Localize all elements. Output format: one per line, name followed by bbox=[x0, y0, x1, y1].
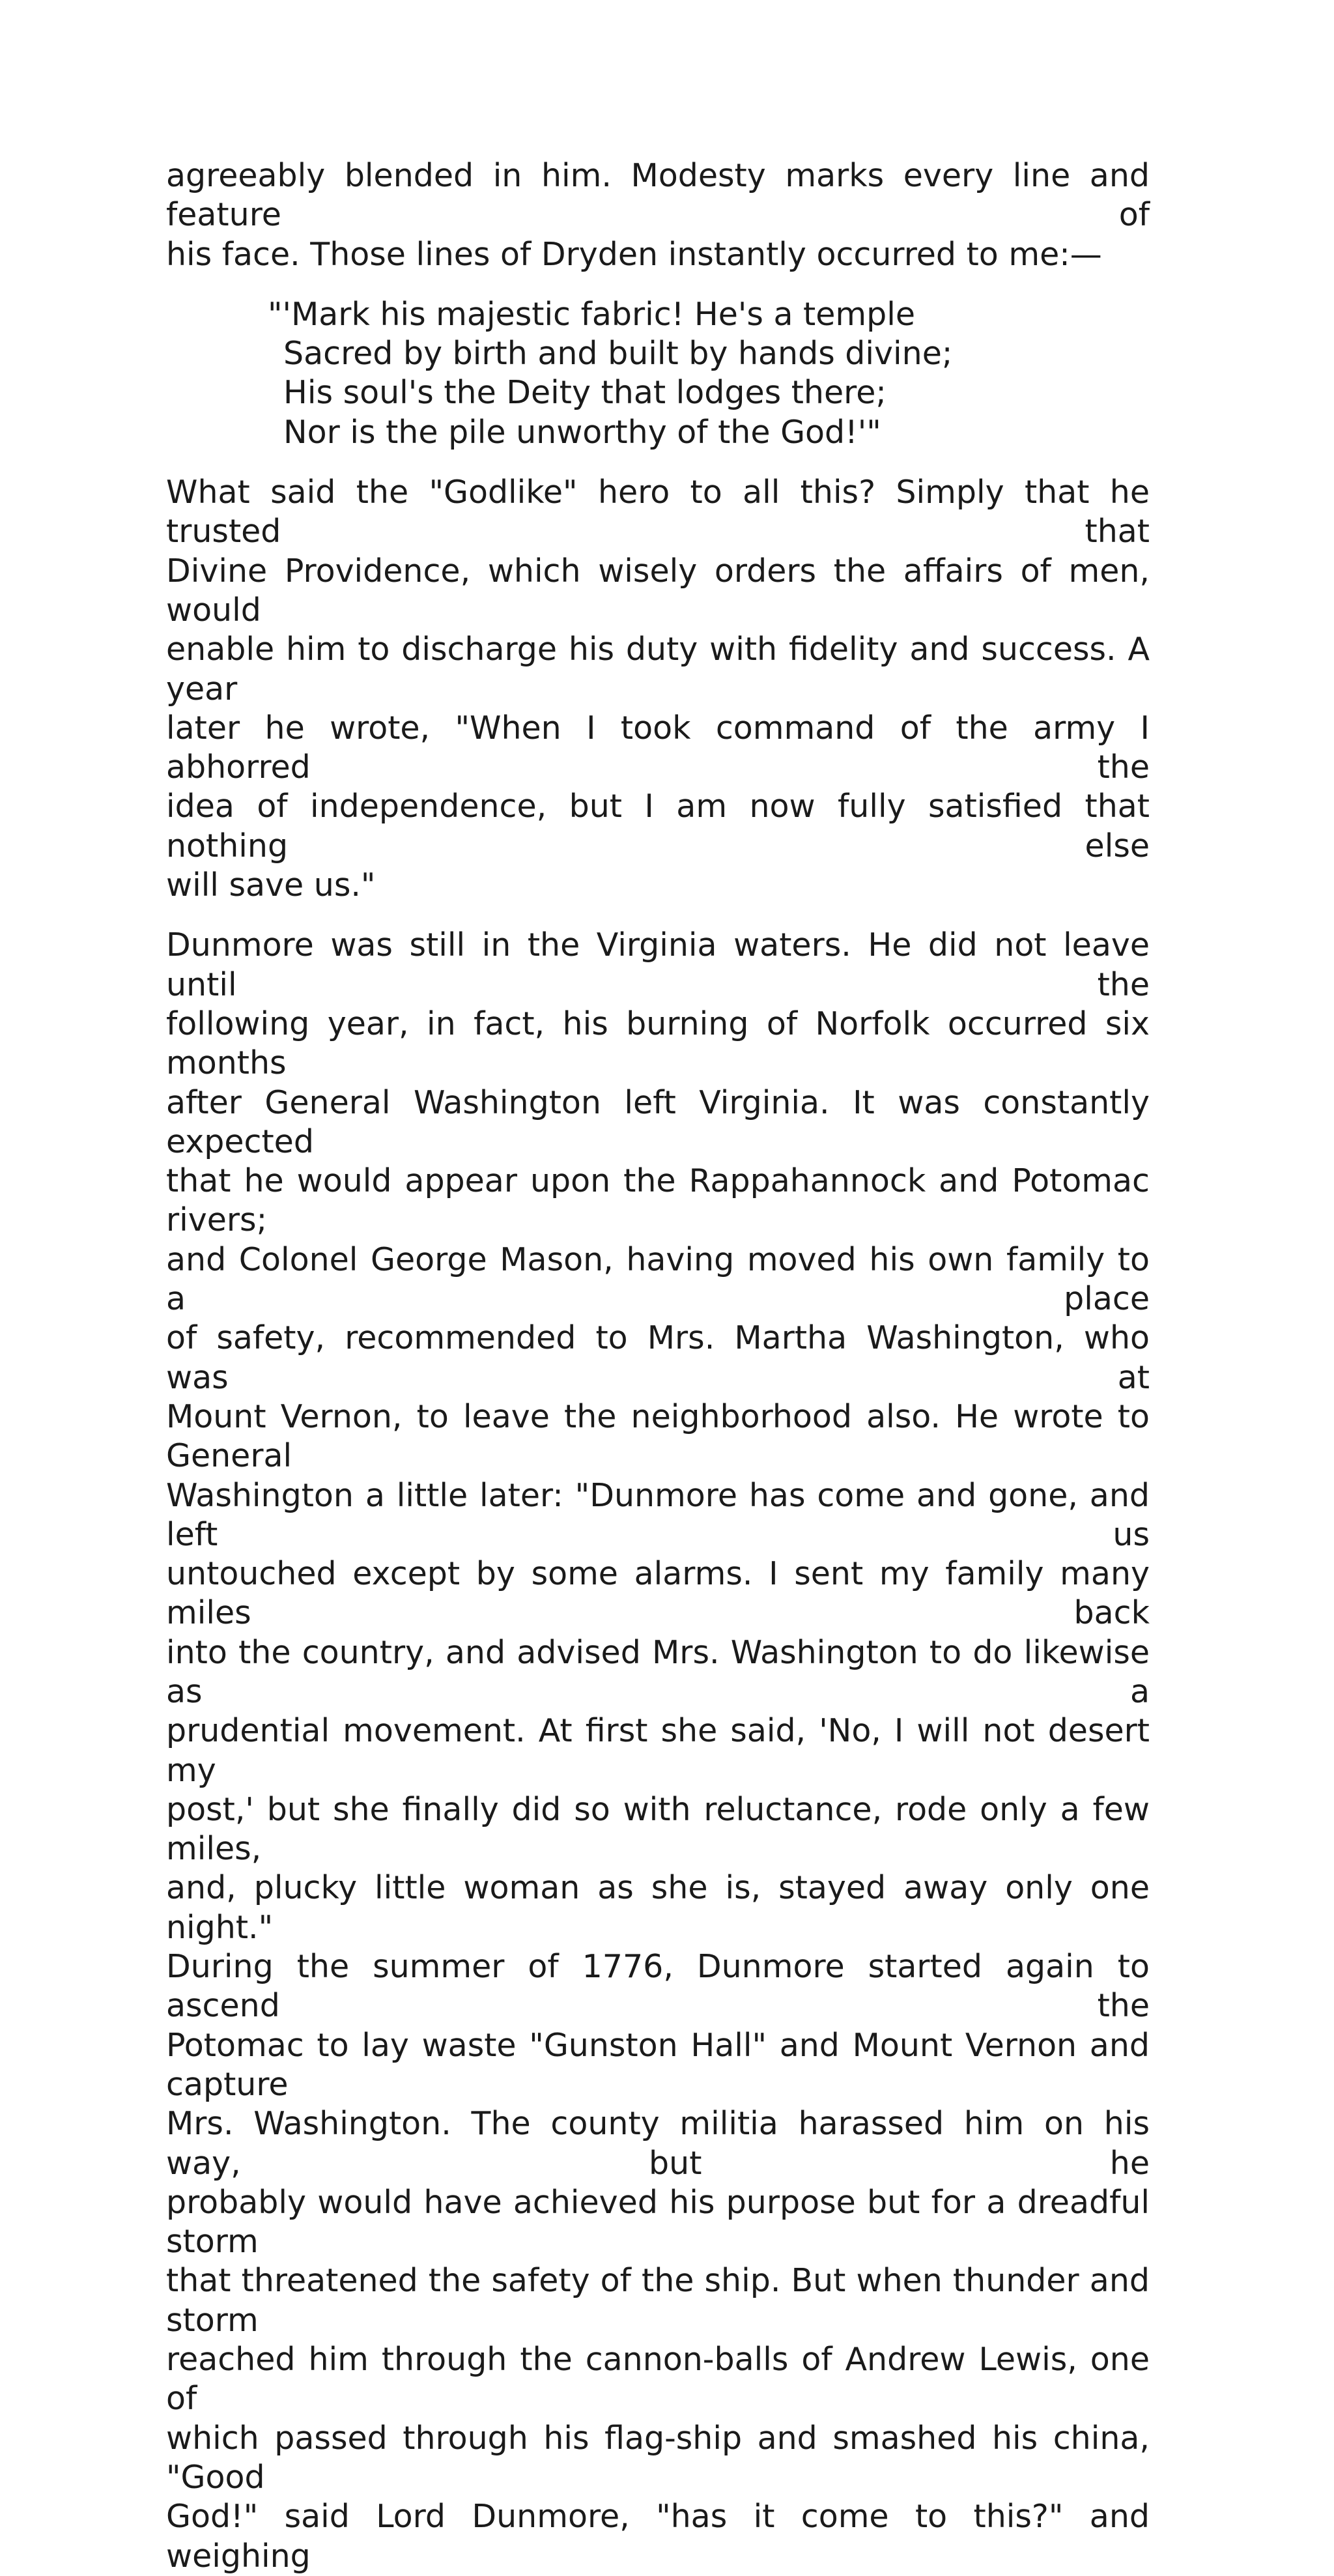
text-line: Mrs. Washington. The county militia harassed him on his way, but he bbox=[166, 2105, 1150, 2182]
text-line: which passed through his flag-ship and smashed his china, "Good bbox=[166, 2419, 1150, 2496]
text-line: Dunmore was still in the Virginia waters. He did not leave until the bbox=[166, 926, 1150, 1003]
text-line: idea of independence, but I am now fully satisfied that nothing else bbox=[166, 788, 1150, 865]
text-line: enable him to discharge his duty with fidelity and success. A year bbox=[166, 631, 1150, 708]
text-line: post,' but she finally did so with reluctance, rode only a few miles, bbox=[166, 1790, 1150, 1868]
verse-line: "'Mark his majestic fabric! He's a temple bbox=[268, 295, 915, 333]
text-line: During the summer of 1776, Dunmore started again to ascend the bbox=[166, 1948, 1150, 2025]
document-body bbox=[166, 156, 1150, 2576]
text-line: his face. Those lines of Dryden instantly occurred to me:— bbox=[166, 235, 1102, 273]
paragraph-3 bbox=[166, 926, 1150, 2575]
text-line: Divine Providence, which wisely orders the affairs of men, would bbox=[166, 552, 1150, 629]
text-line: following year, in fact, his burning of Norfolk occurred six months bbox=[166, 1005, 1150, 1082]
verse-line: His soul's the Deity that lodges there; bbox=[283, 374, 887, 412]
text-line: after General Washington left Virginia. It was constantly expected bbox=[166, 1083, 1150, 1160]
text-line: later he wrote, "When I took command of the army I abhorred the bbox=[166, 709, 1150, 786]
text-line: Potomac to lay waste "Gunston Hall" and Mount Vernon and capture bbox=[166, 2026, 1150, 2103]
verse-quote bbox=[166, 295, 1150, 452]
text-line: of safety, recommended to Mrs. Martha Washington, who was at bbox=[166, 1319, 1150, 1396]
text-line: Mount Vernon, to leave the neighborhood also. He wrote to General bbox=[166, 1397, 1150, 1475]
paragraph-1 bbox=[166, 156, 1150, 274]
text-line: probably would have achieved his purpose but for a dreadful storm bbox=[166, 2183, 1150, 2261]
text-line: and, plucky little woman as she is, stayed away only one night." bbox=[166, 1869, 1150, 1946]
text-line: prudential movement. At first she said, 'No, I will not desert my bbox=[166, 1712, 1150, 1789]
text-line: agreeably blended in him. Modesty marks every line and feature of bbox=[166, 157, 1150, 234]
text-line: will save us." bbox=[166, 866, 376, 904]
text-line: that he would appear upon the Rappahannock and Potomac rivers; bbox=[166, 1162, 1150, 1239]
text-line: reached him through the cannon-balls of Andrew Lewis, one of bbox=[166, 2341, 1150, 2418]
verse-line: Nor is the pile unworthy of the God!'" bbox=[283, 413, 881, 451]
text-line: What said the "Godlike" hero to all this? Simply that he trusted that bbox=[166, 474, 1150, 551]
text-line: into the country, and advised Mrs. Washington to do likewise as a bbox=[166, 1633, 1150, 1710]
text-line: untouched except by some alarms. I sent my family many miles back bbox=[166, 1555, 1150, 1632]
paragraph-2 bbox=[166, 473, 1150, 905]
text-line: that threatened the safety of the ship. But when thunder and storm bbox=[166, 2262, 1150, 2339]
verse-line: Sacred by birth and built by hands divine; bbox=[283, 335, 953, 373]
text-line: God!" said Lord Dunmore, "has it come to this?" and weighing bbox=[166, 2498, 1150, 2575]
text-line: and Colonel George Mason, having moved his own family to a place bbox=[166, 1240, 1150, 1318]
text-line: Washington a little later: "Dunmore has come and gone, and left us bbox=[166, 1476, 1150, 1553]
